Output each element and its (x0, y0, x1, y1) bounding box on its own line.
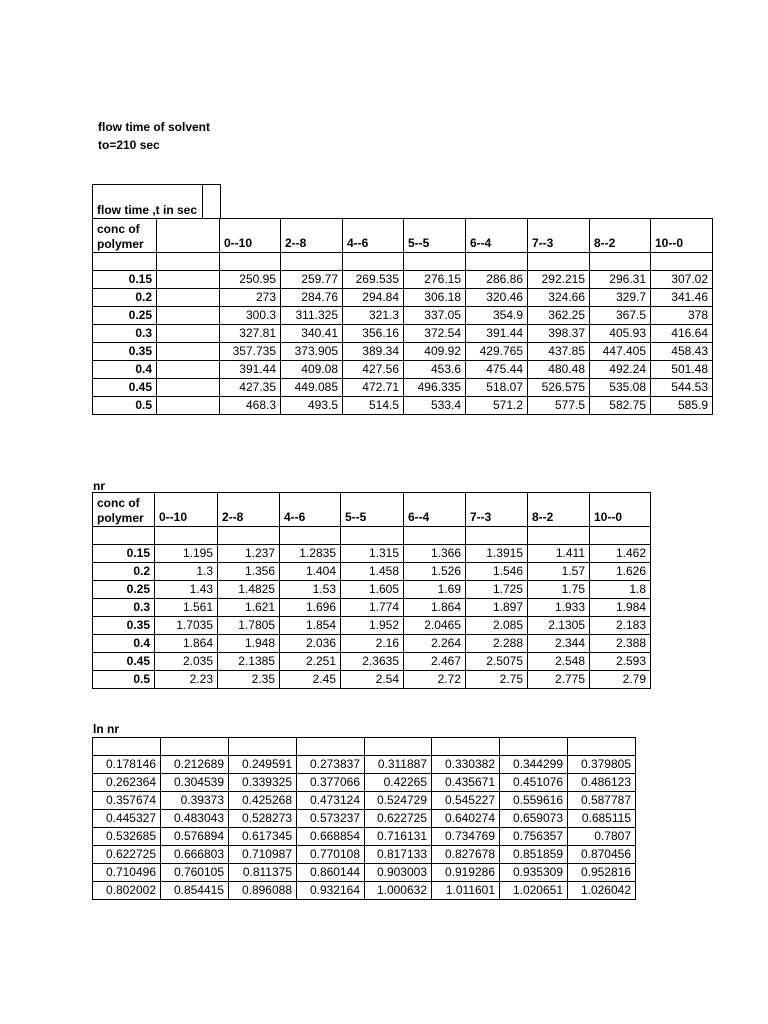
blank-row (93, 253, 713, 271)
value-cell: 321.3 (343, 307, 404, 325)
value-cell: 0.659073 (500, 810, 568, 828)
value-cell: 273 (220, 289, 281, 307)
value-cell: 0.273837 (297, 756, 365, 774)
value-cell: 0.770108 (297, 846, 365, 864)
value-cell: 1.404 (280, 563, 341, 581)
conc-cell: 0.45 (93, 379, 157, 397)
table-row (93, 828, 636, 846)
value-cell: 514.5 (343, 397, 404, 415)
blank-cell (157, 343, 220, 361)
conc-cell: 0.2 (93, 289, 157, 307)
value-cell: 2.035 (155, 653, 218, 671)
table2-row-header: conc of polymer (93, 493, 155, 527)
value-cell: 2.251 (280, 653, 341, 671)
value-cell: 1.69 (404, 581, 466, 599)
column-header: 5--5 (341, 493, 404, 527)
value-cell: 354.9 (466, 307, 528, 325)
value-cell: 449.085 (281, 379, 343, 397)
value-cell: 458.43 (651, 343, 713, 361)
value-cell: 0.339325 (229, 774, 297, 792)
value-cell: 544.53 (651, 379, 713, 397)
value-cell: 2.775 (528, 671, 590, 689)
value-cell: 2.467 (404, 653, 466, 671)
value-cell: 0.576894 (161, 828, 229, 846)
column-header: 5--5 (404, 219, 466, 253)
value-cell: 0.473124 (297, 792, 365, 810)
value-cell: 0.7807 (568, 828, 636, 846)
value-cell: 2.1305 (528, 617, 590, 635)
value-cell: 373.905 (281, 343, 343, 361)
title: flow time of solvent (98, 120, 211, 134)
value-cell: 1.948 (218, 635, 280, 653)
value-cell: 2.54 (341, 671, 404, 689)
value-cell: 2.1385 (218, 653, 280, 671)
value-cell: 341.46 (651, 289, 713, 307)
value-cell: 0.802002 (93, 882, 161, 900)
value-cell: 0.528273 (229, 810, 297, 828)
column-header: 10--0 (651, 219, 713, 253)
value-cell: 518.07 (466, 379, 528, 397)
blank-cell (157, 397, 220, 415)
value-cell: 453.6 (404, 361, 466, 379)
column-header: 0--10 (155, 493, 218, 527)
value-cell: 0.716131 (365, 828, 432, 846)
value-cell: 582.75 (590, 397, 651, 415)
value-cell: 1.864 (155, 635, 218, 653)
value-cell: 0.919286 (432, 864, 500, 882)
value-cell: 571.2 (466, 397, 528, 415)
value-cell: 391.44 (220, 361, 281, 379)
column-header: 2--8 (281, 219, 343, 253)
value-cell: 409.08 (281, 361, 343, 379)
blank-cell (157, 379, 220, 397)
blank-header-cell (157, 219, 220, 253)
value-cell: 340.41 (281, 325, 343, 343)
value-cell: 357.735 (220, 343, 281, 361)
value-cell: 311.325 (281, 307, 343, 325)
value-cell: 1.366 (404, 545, 466, 563)
table-row (93, 774, 636, 792)
value-cell: 2.23 (155, 671, 218, 689)
value-cell: 0.854415 (161, 882, 229, 900)
value-cell: 1.561 (155, 599, 218, 617)
value-cell: 1.020651 (500, 882, 568, 900)
value-cell: 286.86 (466, 271, 528, 289)
conc-cell: 0.15 (93, 545, 155, 563)
value-cell: 1.458 (341, 563, 404, 581)
value-cell: 1.000632 (365, 882, 432, 900)
value-cell: 0.710987 (229, 846, 297, 864)
value-cell: 0.311887 (365, 756, 432, 774)
value-cell: 292.215 (528, 271, 590, 289)
value-cell: 296.31 (590, 271, 651, 289)
value-cell: 0.952816 (568, 864, 636, 882)
value-cell: 2.593 (590, 653, 651, 671)
value-cell: 501.48 (651, 361, 713, 379)
value-cell: 250.95 (220, 271, 281, 289)
value-cell: 1.7035 (155, 617, 218, 635)
table-row (93, 271, 713, 289)
value-cell: 372.54 (404, 325, 466, 343)
value-cell: 1.026042 (568, 882, 636, 900)
table-row (93, 671, 651, 689)
value-cell: 0.903003 (365, 864, 432, 882)
value-cell: 1.4825 (218, 581, 280, 599)
value-cell: 492.24 (590, 361, 651, 379)
conc-cell: 0.25 (93, 307, 157, 325)
table-row (93, 617, 651, 635)
value-cell: 0.344299 (500, 756, 568, 774)
conc-cell: 0.4 (93, 361, 157, 379)
table-row (93, 846, 636, 864)
value-cell: 2.79 (590, 671, 651, 689)
value-cell: 0.379805 (568, 756, 636, 774)
value-cell: 0.617345 (229, 828, 297, 846)
flow-time-table (92, 218, 713, 415)
value-cell: 1.3 (155, 563, 218, 581)
value-cell: 0.668854 (297, 828, 365, 846)
table-row (93, 810, 636, 828)
value-cell: 1.854 (280, 617, 341, 635)
table3-body (93, 756, 636, 900)
conc-cell: 0.25 (93, 581, 155, 599)
value-cell: 1.237 (218, 545, 280, 563)
value-cell: 0.756357 (500, 828, 568, 846)
table2-body (93, 545, 651, 689)
table-row (93, 289, 713, 307)
value-cell: 284.76 (281, 289, 343, 307)
column-header: 8--2 (528, 493, 590, 527)
conc-cell: 0.5 (93, 397, 157, 415)
value-cell: 389.34 (343, 343, 404, 361)
value-cell: 1.462 (590, 545, 651, 563)
value-cell: 2.548 (528, 653, 590, 671)
value-cell: 0.734769 (432, 828, 500, 846)
value-cell: 427.56 (343, 361, 404, 379)
value-cell: 0.827678 (432, 846, 500, 864)
value-cell: 0.212689 (161, 756, 229, 774)
value-cell: 324.66 (528, 289, 590, 307)
value-cell: 0.357674 (93, 792, 161, 810)
value-cell: 2.3635 (341, 653, 404, 671)
value-cell: 356.16 (343, 325, 404, 343)
value-cell: 276.15 (404, 271, 466, 289)
value-cell: 0.330382 (432, 756, 500, 774)
table1-row-header: conc of polymer (93, 219, 157, 253)
value-cell: 320.46 (466, 289, 528, 307)
conc-cell: 0.5 (93, 671, 155, 689)
value-cell: 2.72 (404, 671, 466, 689)
column-header: 6--4 (404, 493, 466, 527)
value-cell: 1.725 (466, 581, 528, 599)
value-cell: 409.92 (404, 343, 466, 361)
value-cell: 1.952 (341, 617, 404, 635)
column-header: 6--4 (466, 219, 528, 253)
value-cell: 0.935309 (500, 864, 568, 882)
conc-cell: 0.2 (93, 563, 155, 581)
conc-cell: 0.35 (93, 617, 155, 635)
value-cell: 2.085 (466, 617, 528, 635)
value-cell: 0.486123 (568, 774, 636, 792)
value-cell: 1.774 (341, 599, 404, 617)
conc-cell: 0.15 (93, 271, 157, 289)
value-cell: 1.75 (528, 581, 590, 599)
value-cell: 307.02 (651, 271, 713, 289)
value-cell: 2.288 (466, 635, 528, 653)
table-row (93, 563, 651, 581)
value-cell: 0.932164 (297, 882, 365, 900)
value-cell: 0.532685 (93, 828, 161, 846)
table-row (93, 599, 651, 617)
blank-cell (157, 289, 220, 307)
value-cell: 0.760105 (161, 864, 229, 882)
value-cell: 2.5075 (466, 653, 528, 671)
table2-caption: nr (93, 479, 105, 493)
value-cell: 429.765 (466, 343, 528, 361)
value-cell: 535.08 (590, 379, 651, 397)
value-cell: 0.178146 (93, 756, 161, 774)
value-cell: 1.864 (404, 599, 466, 617)
value-cell: 1.984 (590, 599, 651, 617)
column-header: 4--6 (343, 219, 404, 253)
blank-row (93, 738, 636, 756)
table-row (93, 361, 713, 379)
table-row (93, 864, 636, 882)
blank-cell (157, 307, 220, 325)
value-cell: 0.483043 (161, 810, 229, 828)
value-cell: 1.933 (528, 599, 590, 617)
value-cell: 0.817133 (365, 846, 432, 864)
value-cell: 0.710496 (93, 864, 161, 882)
conc-cell: 0.4 (93, 635, 155, 653)
value-cell: 0.249591 (229, 756, 297, 774)
value-cell: 2.75 (466, 671, 528, 689)
value-cell: 0.851859 (500, 846, 568, 864)
value-cell: 1.411 (528, 545, 590, 563)
value-cell: 0.860144 (297, 864, 365, 882)
value-cell: 1.696 (280, 599, 341, 617)
table-row (93, 379, 713, 397)
value-cell: 1.2835 (280, 545, 341, 563)
table3-caption: ln nr (93, 722, 119, 736)
value-cell: 2.45 (280, 671, 341, 689)
value-cell: 2.35 (218, 671, 280, 689)
value-cell: 1.3915 (466, 545, 528, 563)
table-row (93, 307, 713, 325)
value-cell: 480.48 (528, 361, 590, 379)
value-cell: 378 (651, 307, 713, 325)
nr-table (92, 492, 651, 689)
value-cell: 398.37 (528, 325, 590, 343)
value-cell: 2.16 (341, 635, 404, 653)
column-header: 8--2 (590, 219, 651, 253)
value-cell: 416.64 (651, 325, 713, 343)
value-cell: 1.43 (155, 581, 218, 599)
value-cell: 0.622725 (93, 846, 161, 864)
value-cell: 391.44 (466, 325, 528, 343)
conc-cell: 0.45 (93, 653, 155, 671)
value-cell: 327.81 (220, 325, 281, 343)
table-row (93, 325, 713, 343)
blank-cell (157, 361, 220, 379)
table-row (93, 756, 636, 774)
blank-row (93, 527, 651, 545)
column-header: 0--10 (220, 219, 281, 253)
value-cell: 337.05 (404, 307, 466, 325)
value-cell: 2.183 (590, 617, 651, 635)
value-cell: 1.011601 (432, 882, 500, 900)
table-row (93, 653, 651, 671)
value-cell: 0.425268 (229, 792, 297, 810)
value-cell: 1.626 (590, 563, 651, 581)
value-cell: 1.546 (466, 563, 528, 581)
ln-nr-table (92, 737, 636, 900)
value-cell: 0.559616 (500, 792, 568, 810)
value-cell: 1.897 (466, 599, 528, 617)
value-cell: 362.25 (528, 307, 590, 325)
value-cell: 259.77 (281, 271, 343, 289)
value-cell: 447.405 (590, 343, 651, 361)
value-cell: 526.575 (528, 379, 590, 397)
value-cell: 2.0465 (404, 617, 466, 635)
conc-cell: 0.3 (93, 325, 157, 343)
value-cell: 1.7805 (218, 617, 280, 635)
value-cell: 367.5 (590, 307, 651, 325)
value-cell: 306.18 (404, 289, 466, 307)
column-header: 10--0 (590, 493, 651, 527)
value-cell: 0.304539 (161, 774, 229, 792)
value-cell: 0.377066 (297, 774, 365, 792)
value-cell: 475.44 (466, 361, 528, 379)
value-cell: 294.84 (343, 289, 404, 307)
table1-body (93, 271, 713, 415)
value-cell: 0.896088 (229, 882, 297, 900)
value-cell: 468.3 (220, 397, 281, 415)
table-row (93, 343, 713, 361)
caption-spacer-cell (203, 185, 221, 219)
value-cell: 0.39373 (161, 792, 229, 810)
table-row (93, 792, 636, 810)
value-cell: 0.666803 (161, 846, 229, 864)
value-cell: 0.445327 (93, 810, 161, 828)
value-cell: 2.036 (280, 635, 341, 653)
value-cell: 0.524729 (365, 792, 432, 810)
value-cell: 1.195 (155, 545, 218, 563)
value-cell: 0.587787 (568, 792, 636, 810)
column-header: 7--3 (528, 219, 590, 253)
value-cell: 585.9 (651, 397, 713, 415)
value-cell: 493.5 (281, 397, 343, 415)
table-row (93, 635, 651, 653)
table1-caption: flow time ,t in sec (93, 185, 203, 219)
value-cell: 405.93 (590, 325, 651, 343)
value-cell: 1.605 (341, 581, 404, 599)
value-cell: 2.388 (590, 635, 651, 653)
value-cell: 1.57 (528, 563, 590, 581)
table-row (93, 581, 651, 599)
value-cell: 1.621 (218, 599, 280, 617)
table-row (93, 545, 651, 563)
t0-label: to=210 sec (98, 138, 160, 152)
conc-cell: 0.35 (93, 343, 157, 361)
value-cell: 0.640274 (432, 810, 500, 828)
value-cell: 1.315 (341, 545, 404, 563)
value-cell: 0.573237 (297, 810, 365, 828)
value-cell: 533.4 (404, 397, 466, 415)
value-cell: 0.262364 (93, 774, 161, 792)
value-cell: 0.545227 (432, 792, 500, 810)
value-cell: 1.53 (280, 581, 341, 599)
table-row (93, 397, 713, 415)
value-cell: 472.71 (343, 379, 404, 397)
value-cell: 300.3 (220, 307, 281, 325)
value-cell: 427.35 (220, 379, 281, 397)
blank-cell (157, 325, 220, 343)
value-cell: 496.335 (404, 379, 466, 397)
value-cell: 0.685115 (568, 810, 636, 828)
value-cell: 329.7 (590, 289, 651, 307)
value-cell: 0.622725 (365, 810, 432, 828)
value-cell: 437.85 (528, 343, 590, 361)
value-cell: 269.535 (343, 271, 404, 289)
table-row (93, 882, 636, 900)
conc-cell: 0.3 (93, 599, 155, 617)
value-cell: 1.356 (218, 563, 280, 581)
table1-caption-box (92, 184, 221, 219)
value-cell: 0.435671 (432, 774, 500, 792)
column-header: 7--3 (466, 493, 528, 527)
value-cell: 1.526 (404, 563, 466, 581)
value-cell: 0.811375 (229, 864, 297, 882)
blank-cell (157, 271, 220, 289)
column-header: 2--8 (218, 493, 280, 527)
value-cell: 0.451076 (500, 774, 568, 792)
value-cell: 0.42265 (365, 774, 432, 792)
value-cell: 2.264 (404, 635, 466, 653)
value-cell: 0.870456 (568, 846, 636, 864)
value-cell: 1.8 (590, 581, 651, 599)
value-cell: 577.5 (528, 397, 590, 415)
value-cell: 2.344 (528, 635, 590, 653)
column-header: 4--6 (280, 493, 341, 527)
